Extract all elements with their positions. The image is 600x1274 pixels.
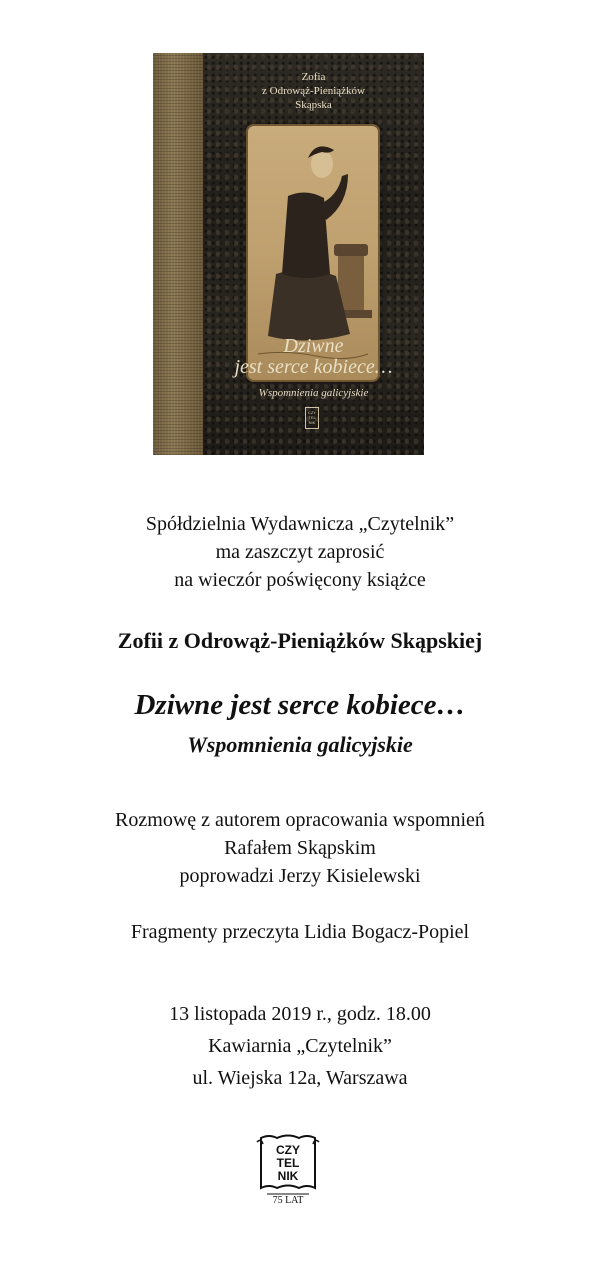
czytelnik-logo	[255, 1132, 321, 1206]
conversation-info	[0, 806, 600, 890]
logo-letters: TEL	[276, 1156, 300, 1170]
cover-author-line: Zofia	[301, 71, 326, 83]
cover-title	[203, 336, 424, 378]
reading-info: Fragmenty przeczyta Lidia Bogacz-Popiel	[130, 921, 470, 943]
book-subtitle: Wspomnienia galicyjskie	[187, 732, 413, 757]
publisher-mark-text: NIK	[308, 420, 316, 425]
intro-line: Spółdzielnia Wydawnicza „Czytelnik”	[145, 513, 455, 535]
invitation-intro	[0, 510, 600, 594]
intro-line: ma zaszczyt zaprosić	[215, 541, 385, 563]
logo-letters: CZY	[276, 1143, 300, 1157]
cover-author	[203, 70, 424, 112]
author-name: Zofii z Odrowąż-Pieniążków Skąpskiej	[117, 628, 483, 653]
cover-title-line: Dziwne	[283, 335, 344, 357]
publisher-mark-text: TEL	[308, 415, 316, 420]
event-venue: Kawiarnia „Czytelnik”	[208, 1035, 392, 1057]
czytelnik-logo-icon	[255, 1132, 321, 1206]
logo-caption: 75 LAT	[272, 1195, 304, 1206]
event-address: ul. Wiejska 12a, Warszawa	[192, 1067, 408, 1089]
cover-author-line: Skąpska	[295, 99, 332, 111]
publisher-mark-icon	[305, 407, 319, 429]
logo-letters: NIK	[277, 1169, 299, 1183]
conversation-line: Rafałem Skąpskim	[224, 837, 376, 859]
cover-subtitle: Wspomnienia galicyjskie	[258, 387, 369, 399]
event-details	[0, 998, 600, 1094]
cover-title-line: jest serce kobiece…	[234, 356, 393, 378]
conversation-line: poprowadzi Jerzy Kisielewski	[179, 865, 421, 887]
publisher-mark-text: CZY	[308, 410, 316, 415]
book-cover-image	[153, 53, 424, 455]
conversation-line: Rozmowę z autorem opracowania wspomnień	[115, 809, 485, 831]
book-title: Dziwne jest serce kobiece…	[134, 689, 466, 721]
intro-line: na wieczór poświęcony książce	[174, 569, 426, 591]
cover-spine	[153, 53, 203, 455]
event-date: 13 listopada 2019 r., godz. 18.00	[169, 1003, 431, 1025]
cover-author-line: z Odrowąż-Pieniążków	[262, 85, 365, 97]
